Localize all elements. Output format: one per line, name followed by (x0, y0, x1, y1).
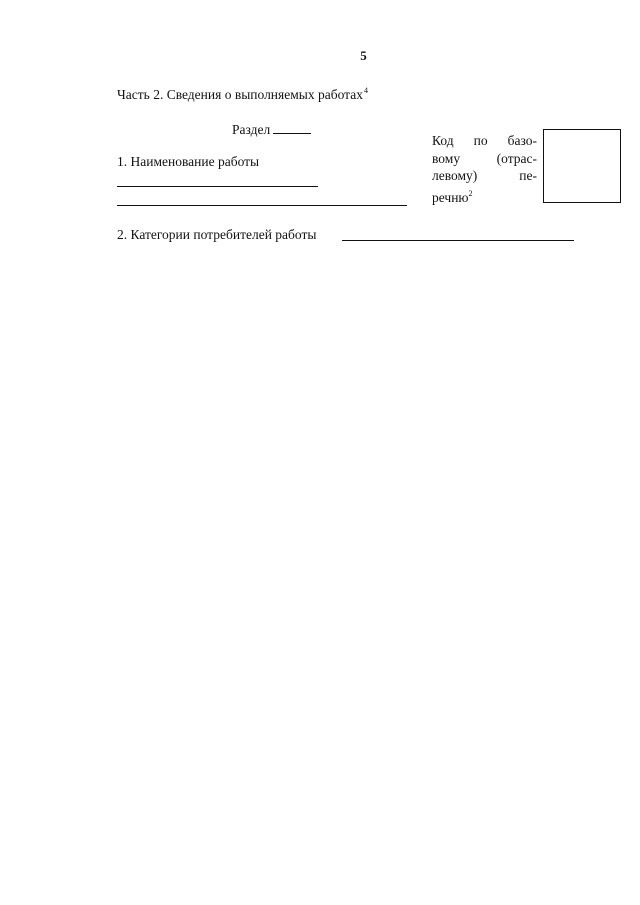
section-label: Раздел (232, 122, 271, 137)
code-label-line-2: вому (отрас- (432, 150, 537, 166)
base-list-code-box (543, 129, 621, 203)
section-heading (232, 121, 311, 138)
code-label-line-4-text: речню (432, 189, 469, 205)
consumers-line (342, 240, 574, 241)
work-name-line-2 (117, 205, 407, 206)
consumers-label: 2. Категории потребителей работы (117, 227, 317, 242)
section-number-blank (273, 121, 311, 134)
code-label-line-4 (432, 185, 537, 207)
code-label-line-3: левому) пе- (432, 168, 537, 183)
page-number: 5 (360, 48, 367, 63)
work-name-label: 1. Наименование работы (117, 154, 260, 169)
code-label-line-1: Код по базо- (432, 133, 537, 148)
work-name-line-1 (117, 186, 318, 187)
part-title-footnote: 4 (363, 86, 368, 95)
base-list-code-label (432, 132, 537, 206)
part-title (117, 86, 368, 103)
part-title-text: Часть 2. Сведения о выполняемых работах (117, 87, 363, 102)
code-label-footnote: 2 (468, 188, 473, 198)
